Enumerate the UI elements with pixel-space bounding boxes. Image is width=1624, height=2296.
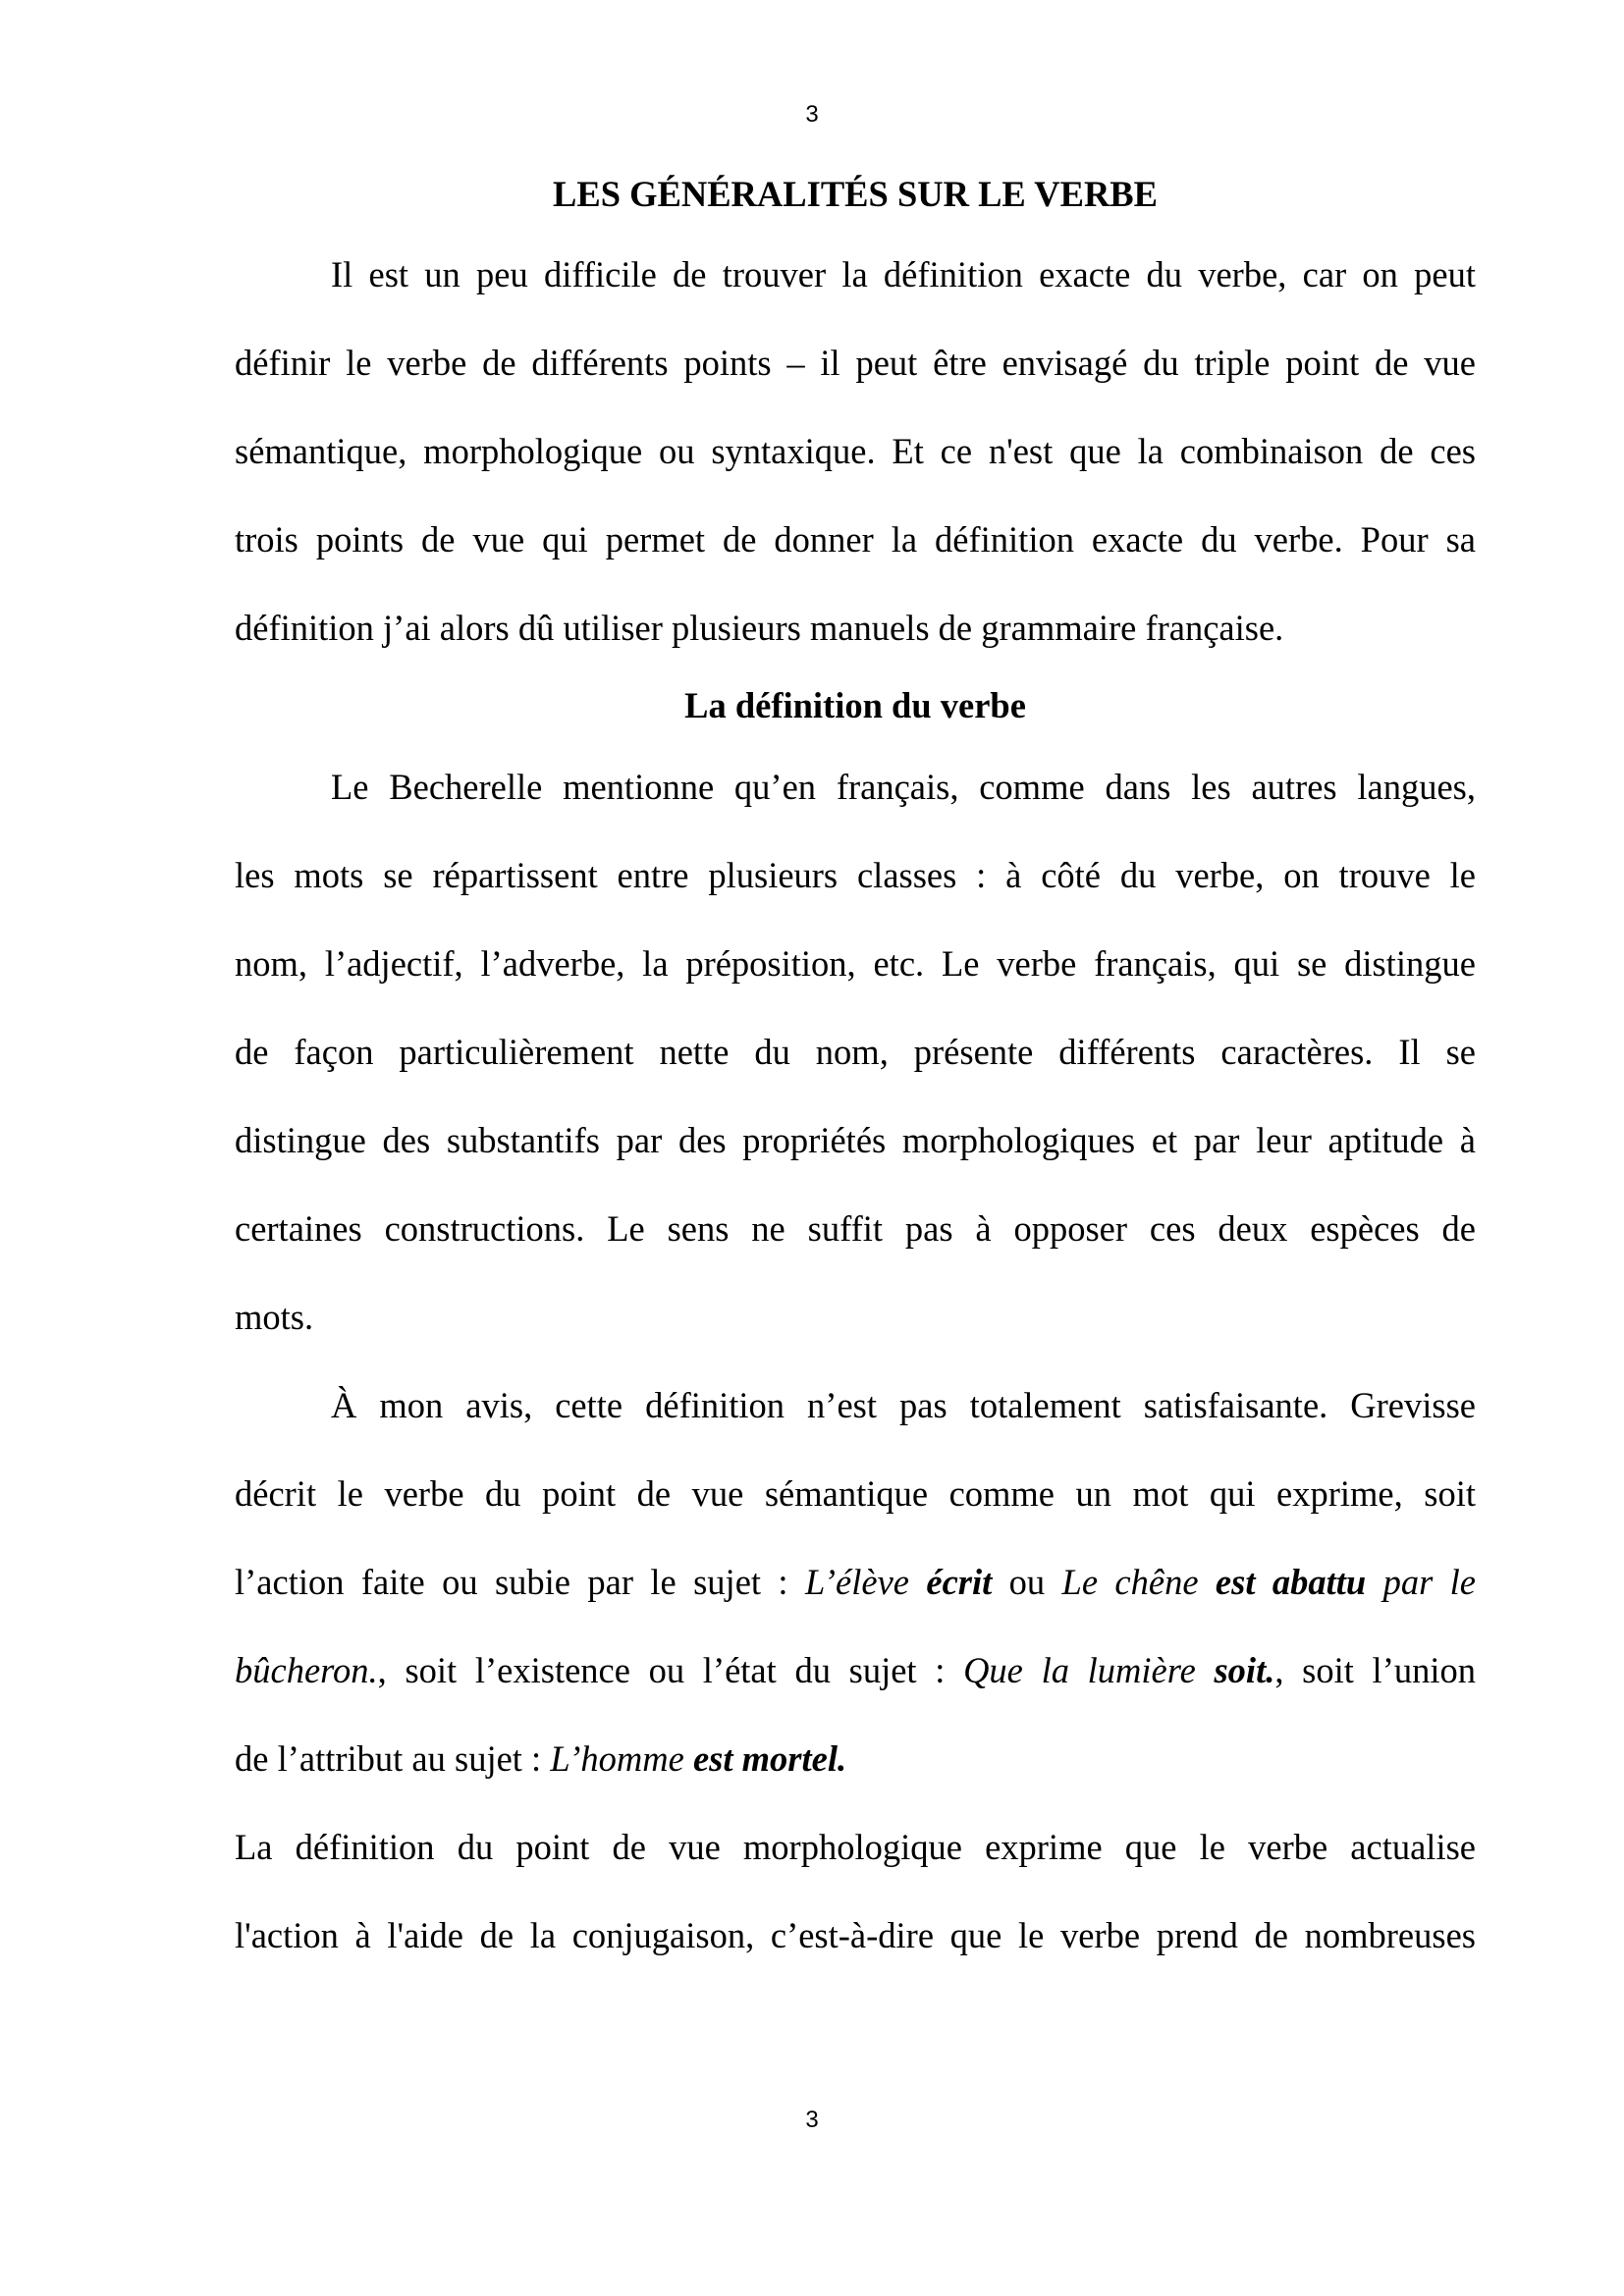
text-run: , soit l’union [1274,1650,1476,1690]
page-number-top: 3 [805,101,819,128]
paragraph-2-line: certaines constructions. Le sens ne suffit pas à opposer ces deux espèces de [235,1208,1476,1249]
text-run: ou [992,1562,1062,1602]
paragraph-2-line: nom, l’adjectif, l’adverbe, la préposition, etc. Le verbe français, qui se distingue [235,943,1476,984]
section-heading: La définition du verbe [684,685,1026,725]
example-italic: Que la lumière [963,1650,1215,1690]
example-verb: est mortel. [692,1738,847,1779]
example-italic: bûcheron. [235,1650,378,1690]
example-italic: Le chêne [1061,1562,1216,1602]
paragraph-1-line: sémantique, morphologique ou syntaxique. Et ce n'est que la combinaison de ces [235,431,1476,471]
paragraph-2-line: mots. [235,1297,314,1337]
text-run: de l’attribut au sujet : [235,1738,551,1779]
page-content [235,165,1476,1980]
paragraph-1-line: trois points de vue qui permet de donner la définition exacte du verbe. Pour sa [235,519,1476,560]
paragraph-4-line: La définition du point de vue morphologique exprime que le verbe actualise [235,1827,1476,1867]
page-number-bottom: 3 [805,2107,819,2133]
paragraph-2-line: de façon particulièrement nette du nom, présente différents caractères. Il se [235,1032,1476,1072]
paragraph-1-line: définition j’ai alors dû utiliser plusieurs manuels de grammaire française. [235,608,1284,648]
paragraph-2 [235,743,1476,1362]
paragraph-2-line: Le Becherelle mentionne qu’en français, comme dans les autres langues, [331,767,1476,807]
example-italic: par le [1366,1562,1476,1602]
paragraph-3-line: À mon avis, cette définition n’est pas totalement satisfaisante. Grevisse [331,1385,1476,1425]
paragraph-1-line: définir le verbe de différents points – il peut être envisagé du triple point de vue [235,343,1476,383]
paragraph-1-line: Il est un peu difficile de trouver la définition exacte du verbe, car on peut [331,254,1476,294]
paragraph-1 [235,231,1476,672]
paragraph-2-line: les mots se répartissent entre plusieurs classes : à côté du verbe, on trouve le [235,855,1476,895]
paragraph-3-line [235,1538,1476,1627]
page-title: LES GÉNÉRALITÉS SUR LE VERBE [553,174,1158,214]
paragraph-3-line [235,1715,1476,1803]
example-italic: L’homme [550,1738,693,1779]
text-run: l’action faite ou subie par le sujet : [235,1562,805,1602]
paragraph-3 [235,1362,1476,1803]
paragraph-3-line: décrit le verbe du point de vue sémantique comme un mot qui exprime, soit [235,1473,1476,1514]
text-run: , soit l’existence ou l’état du sujet : [377,1650,964,1690]
paragraph-3-line [235,1627,1476,1715]
example-italic: L’élève [804,1562,927,1602]
example-verb: écrit [926,1562,993,1602]
example-verb: soit. [1214,1650,1275,1690]
paragraph-4-line: l'action à l'aide de la conjugaison, c’est-à-dire que le verbe prend de nombreuses [235,1915,1476,1955]
example-verb: est abattu [1215,1562,1367,1602]
paragraph-4 [235,1803,1476,1980]
paragraph-2-line: distingue des substantifs par des propriétés morphologiques et par leur aptitude à [235,1120,1476,1160]
